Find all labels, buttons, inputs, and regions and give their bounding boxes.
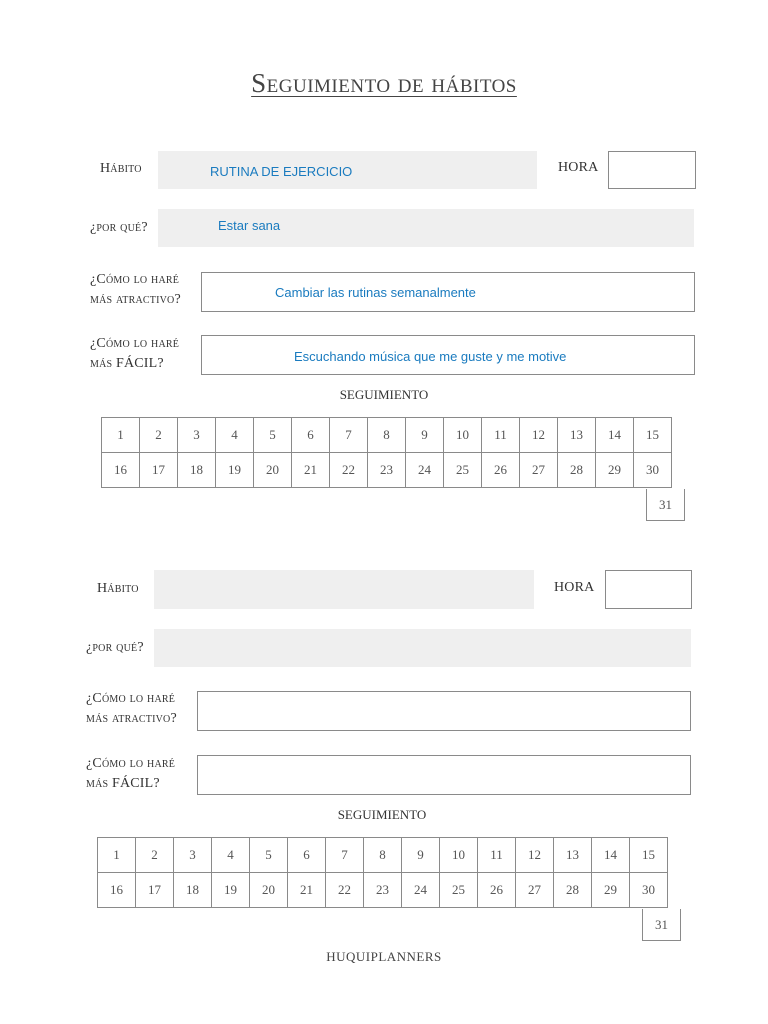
por-que-label: ¿por qué? bbox=[90, 220, 148, 235]
day-cell[interactable]: 24 bbox=[406, 453, 444, 488]
day-cell[interactable]: 3 bbox=[178, 418, 216, 453]
day-cell-31[interactable]: 31 bbox=[642, 909, 681, 941]
day-cell[interactable]: 20 bbox=[250, 873, 288, 908]
tracking-row bbox=[98, 838, 668, 873]
facil-label bbox=[90, 334, 179, 374]
tracking-grid bbox=[101, 417, 672, 488]
day-cell[interactable]: 4 bbox=[216, 418, 254, 453]
day-cell[interactable]: 21 bbox=[292, 453, 330, 488]
atractivo-label-line1: ¿Cómo lo haré bbox=[90, 272, 180, 287]
tracking-grid bbox=[97, 837, 668, 908]
atractivo-field[interactable] bbox=[197, 691, 691, 731]
day-cell[interactable]: 10 bbox=[440, 838, 478, 873]
day-cell[interactable]: 24 bbox=[402, 873, 440, 908]
page-title: Seguimiento de hábitos bbox=[251, 68, 517, 98]
habit-field[interactable] bbox=[158, 151, 537, 189]
day-cell[interactable]: 29 bbox=[592, 873, 630, 908]
day-cell[interactable]: 19 bbox=[212, 873, 250, 908]
day-cell[interactable]: 25 bbox=[440, 873, 478, 908]
day-cell[interactable]: 7 bbox=[330, 418, 368, 453]
day-cell[interactable]: 11 bbox=[482, 418, 520, 453]
atractivo-label-line1: ¿Cómo lo haré bbox=[86, 691, 176, 706]
day-cell[interactable]: 19 bbox=[216, 453, 254, 488]
habit-value: RUTINA DE EJERCICIO bbox=[210, 164, 353, 179]
por-que-field[interactable] bbox=[158, 209, 694, 247]
day-cell[interactable]: 20 bbox=[254, 453, 292, 488]
day-cell[interactable]: 3 bbox=[174, 838, 212, 873]
day-cell[interactable]: 15 bbox=[634, 418, 672, 453]
day-cell[interactable]: 8 bbox=[368, 418, 406, 453]
facil-value: Escuchando música que me guste y me motive bbox=[294, 349, 567, 364]
day-cell[interactable]: 23 bbox=[368, 453, 406, 488]
day-cell[interactable]: 16 bbox=[98, 873, 136, 908]
day-cell[interactable]: 27 bbox=[520, 453, 558, 488]
hora-label: HORA bbox=[558, 160, 599, 175]
seguimiento-heading: SEGUIMIENTO bbox=[339, 387, 429, 402]
day-cell[interactable]: 14 bbox=[596, 418, 634, 453]
day-cell[interactable]: 10 bbox=[444, 418, 482, 453]
day-cell[interactable]: 15 bbox=[630, 838, 668, 873]
day-cell[interactable]: 17 bbox=[140, 453, 178, 488]
habit-label: Hábito bbox=[97, 581, 139, 596]
day-cell[interactable]: 13 bbox=[554, 838, 592, 873]
day-cell[interactable]: 2 bbox=[140, 418, 178, 453]
day-cell[interactable]: 4 bbox=[212, 838, 250, 873]
seguimiento-heading: SEGUIMIENTO bbox=[337, 807, 427, 822]
day-cell[interactable]: 11 bbox=[478, 838, 516, 873]
day-cell[interactable]: 5 bbox=[250, 838, 288, 873]
facil-field[interactable] bbox=[197, 755, 691, 795]
day-cell[interactable]: 16 bbox=[102, 453, 140, 488]
day-cell[interactable]: 26 bbox=[482, 453, 520, 488]
day-cell[interactable]: 6 bbox=[292, 418, 330, 453]
atractivo-label-line2: más atractivo? bbox=[86, 711, 177, 726]
por-que-label: ¿por qué? bbox=[86, 640, 144, 655]
day-cell[interactable]: 27 bbox=[516, 873, 554, 908]
hora-field[interactable] bbox=[605, 570, 692, 609]
footer-brand: HUQUIPLANNERS bbox=[326, 949, 442, 964]
atractivo-label-line2: más atractivo? bbox=[90, 292, 181, 307]
day-cell[interactable]: 22 bbox=[326, 873, 364, 908]
day-cell[interactable]: 25 bbox=[444, 453, 482, 488]
day-cell[interactable]: 6 bbox=[288, 838, 326, 873]
day-cell[interactable]: 22 bbox=[330, 453, 368, 488]
atractivo-field[interactable] bbox=[201, 272, 695, 312]
atractivo-value: Cambiar las rutinas semanalmente bbox=[275, 285, 476, 300]
por-que-field[interactable] bbox=[154, 629, 691, 667]
atractivo-label bbox=[86, 689, 177, 729]
facil-field[interactable] bbox=[201, 335, 695, 375]
facil-label-line2: más FÁCIL? bbox=[90, 356, 164, 371]
habit-field[interactable] bbox=[154, 570, 534, 609]
day-cell[interactable]: 5 bbox=[254, 418, 292, 453]
day-cell[interactable]: 29 bbox=[596, 453, 634, 488]
day-cell[interactable]: 12 bbox=[520, 418, 558, 453]
tracking-row bbox=[98, 873, 668, 908]
habit-label: Hábito bbox=[100, 161, 142, 176]
day-cell[interactable]: 7 bbox=[326, 838, 364, 873]
facil-label-line2: más FÁCIL? bbox=[86, 776, 160, 791]
tracking-row bbox=[102, 453, 672, 488]
day-cell[interactable]: 26 bbox=[478, 873, 516, 908]
day-cell-31[interactable]: 31 bbox=[646, 489, 685, 521]
facil-label-line1: ¿Cómo lo haré bbox=[86, 756, 176, 771]
day-cell[interactable]: 30 bbox=[630, 873, 668, 908]
facil-label-line1: ¿Cómo lo haré bbox=[90, 336, 180, 351]
day-cell[interactable]: 21 bbox=[288, 873, 326, 908]
day-cell[interactable]: 14 bbox=[592, 838, 630, 873]
day-cell[interactable]: 8 bbox=[364, 838, 402, 873]
hora-label: HORA bbox=[554, 580, 595, 595]
day-cell[interactable]: 28 bbox=[558, 453, 596, 488]
atractivo-label bbox=[90, 270, 181, 310]
day-cell[interactable]: 17 bbox=[136, 873, 174, 908]
day-cell[interactable]: 12 bbox=[516, 838, 554, 873]
hora-field[interactable] bbox=[608, 151, 696, 189]
tracking-row bbox=[102, 418, 672, 453]
day-cell[interactable]: 1 bbox=[102, 418, 140, 453]
day-cell[interactable]: 18 bbox=[178, 453, 216, 488]
day-cell[interactable]: 23 bbox=[364, 873, 402, 908]
day-cell[interactable]: 1 bbox=[98, 838, 136, 873]
day-cell[interactable]: 18 bbox=[174, 873, 212, 908]
day-cell[interactable]: 30 bbox=[634, 453, 672, 488]
day-cell[interactable]: 13 bbox=[558, 418, 596, 453]
day-cell[interactable]: 2 bbox=[136, 838, 174, 873]
day-cell[interactable]: 9 bbox=[402, 838, 440, 873]
day-cell[interactable]: 9 bbox=[406, 418, 444, 453]
por-que-value: Estar sana bbox=[218, 218, 281, 233]
day-cell[interactable]: 28 bbox=[554, 873, 592, 908]
facil-label bbox=[86, 754, 175, 794]
